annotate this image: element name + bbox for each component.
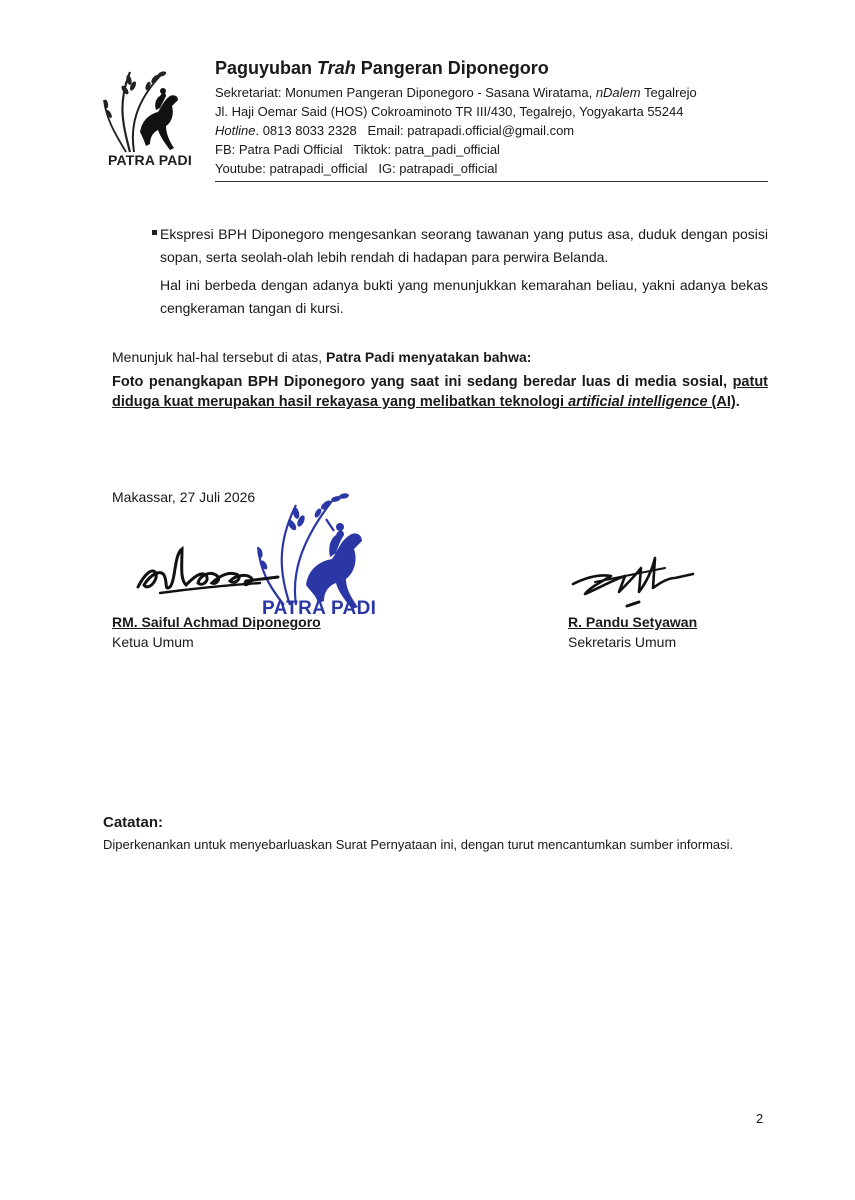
- header-divider: [215, 181, 768, 182]
- stamp-wordmark: PATRA PADI: [262, 598, 377, 619]
- social-line-1: FB: Patra Padi Official Tiktok: patra_padi_official: [215, 142, 500, 157]
- intro-paragraph: [112, 347, 768, 367]
- org-title-suffix: Pangeran Diponegoro: [355, 58, 549, 78]
- intro-prefix: Menunjuk hal-hal tersebut di atas,: [112, 349, 327, 365]
- organization-title: [215, 57, 775, 79]
- org-title-italic: Trah: [317, 58, 356, 78]
- conclusion-end: .: [735, 394, 740, 410]
- contact-line: [215, 121, 775, 140]
- conclusion-part-1: Foto penangkapan BPH Diponegoro yang saat ini sedang beredar luas di media sosial,: [112, 374, 733, 390]
- conclusion-underlined-2: (AI): [707, 394, 736, 410]
- intro-bold: Patra Padi menyatakan bahwa:: [326, 349, 532, 365]
- note-text: Diperkenankan untuk menyebarluaskan Surat Pernyataan ini, dengan turut mencantumkan sumber informasi.: [103, 837, 734, 852]
- note-title: Catatan:: [103, 814, 164, 831]
- signature-secretary-icon: [565, 548, 705, 618]
- square-bullet-icon: [152, 230, 157, 235]
- signer-secretary: [568, 612, 697, 652]
- letterhead: [215, 57, 775, 178]
- signer-secretary-name: R. Pandu Setyawan: [568, 614, 698, 630]
- conclusion-paragraph: [112, 372, 768, 412]
- hotline-value: . 0813 8033 2328: [255, 123, 357, 138]
- org-title-prefix: Paguyuban: [215, 58, 318, 78]
- bullet-item: [160, 223, 768, 320]
- conclusion-underlined-italic: artificial intelligence: [568, 394, 708, 410]
- signer-secretary-title: Sekretaris Umum: [568, 634, 677, 650]
- bullet-paragraph-1: Ekspresi BPH Diponegoro mengesankan seorang tawanan yang putus asa, duduk dengan posisi sopan, serta seolah-olah lebih rendah di hadapan para perwira Belanda.: [160, 226, 768, 265]
- signer-chairman-title: Ketua Umum: [112, 634, 194, 650]
- secretariat-line: [215, 83, 775, 102]
- email-text: Email: patrapadi.official@gmail.com: [367, 123, 575, 138]
- secretariat-prefix: Sekretariat: Monumen Pangeran Diponegoro - Sasana Wiratama,: [215, 85, 596, 100]
- hotline-label: Hotline: [215, 123, 256, 138]
- signer-chairman-name: RM. Saiful Achmad Diponegoro: [112, 614, 321, 630]
- place-date: Makassar, 27 Juli 2026: [112, 489, 256, 505]
- page-number: 2: [756, 1111, 764, 1126]
- signature-chairman-icon: [130, 535, 290, 605]
- conclusion-underlined-1: patut diduga kuat merupakan hasil rekayasa yang melibatkan teknologi: [112, 374, 768, 410]
- secretariat-italic: nDalem: [595, 85, 641, 100]
- social-line-2: Youtube: patrapadi_official IG: patrapadi_official: [215, 161, 498, 176]
- logo-wordmark: PATRA PADI: [108, 152, 192, 168]
- signer-chairman: [112, 612, 321, 652]
- secretariat-suffix: Tegalrejo: [640, 85, 697, 100]
- bullet-paragraph-2: Hal ini berbeda dengan adanya bukti yang menunjukkan kemarahan beliau, yakni adanya bekas cengkeraman tangan di kursi.: [160, 277, 768, 316]
- address-line: Jl. Haji Oemar Said (HOS) Cokroaminoto TR III/430, Tegalrejo, Yogyakarta 55244: [215, 104, 684, 119]
